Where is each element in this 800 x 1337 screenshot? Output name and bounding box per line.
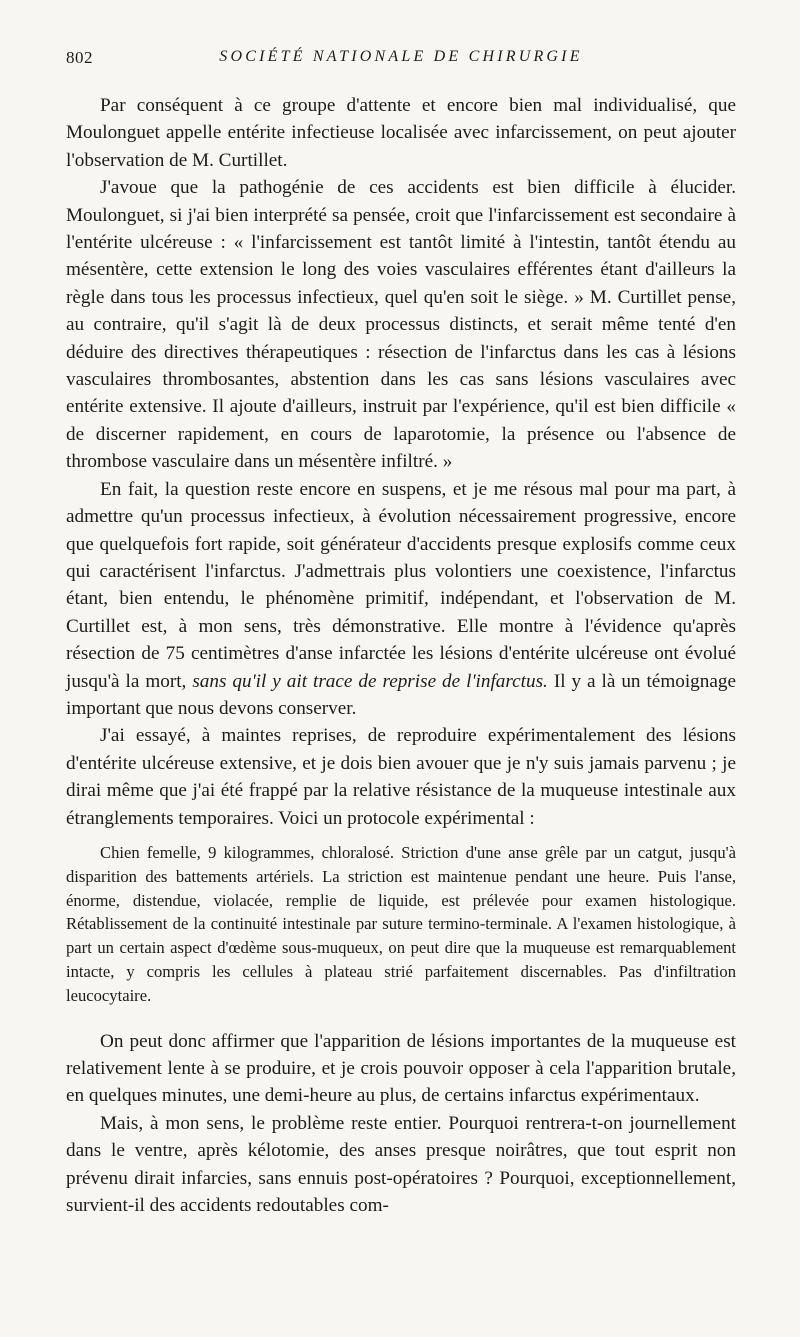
paragraph-6: Mais, à mon sens, le problème reste entier. Pourquoi rentrera-t-on journellement dans le ventre, après kélotomie, des anses presque noirâtres, que tout esprit non prévenu dirait infarcies, sans ennuis post-opératoires ? Pourquoi, exceptionnellement, survient-il des accidents redoutables com- [66, 1112, 736, 1216]
experimental-protocol [66, 841, 736, 1008]
body-text [66, 92, 736, 1219]
concluding-section [66, 1028, 736, 1220]
paragraph-5: On peut donc affirmer que l'apparition de lésions importantes de la muqueuse est relativement lente à se produire, et je crois pouvoir opposer à cela l'apparition brutale, en quelques minutes, une demi-heure au plus, de certains infarctus expérimentaux. [66, 1030, 736, 1107]
paragraph-3-text-after: Il y a là un témoignage important que nous devons conserver. [66, 670, 736, 719]
running-title: SOCIÉTÉ NATIONALE DE CHIRURGIE [219, 48, 583, 65]
page-number: 802 [66, 48, 93, 67]
paragraph-3-text-before: En fait, la question reste encore en suspens, et je me résous mal pour ma part, à admettre qu'un processus infectieux, à évolution nécessairement progressive, encore que quelquefois fort rapide, soit générateur d'accidents presque explosifs comme ceux qui caractérisent l'infarctus. J'admettrais plus volontiers une coexistence, l'infarctus étant, bien entendu, le phénomène primitif, indépendant, et l'observation de M. Curtillet est, à mon sens, très démonstrative. Elle montre à l'évidence qu'après résection de 75 centimètres d'anse infarctée les lésions d'entérite ulcéreuse ont évolué jusqu'à la mort, [66, 478, 736, 692]
page-header [66, 48, 736, 72]
paragraph-3 [66, 476, 736, 723]
paragraph-4: J'ai essayé, à maintes reprises, de reproduire expérimentalement des lésions d'entérite ulcéreuse extensive, et je dois bien avouer que je n'y suis jamais parvenu ; je dirai même que j'ai été frappé par la relative résistance de la muqueuse intestinale aux étranglements temporaires. Voici un protocole expérimental : [66, 725, 736, 829]
paragraph-2: J'avoue que la pathogénie de ces accidents est bien difficile à élucider. Moulonguet, si j'ai bien interprété sa pensée, croit que l'infarcissement est secondaire à l'entérite ulcéreuse : « l'infarcissement est tantôt limité à l'intestin, tantôt étendu au mésentère, cette extension le long des voies vasculaires efférentes étant d'ailleurs la règle dans tous les processus infectieux, quel qu'en soit le siège. » M. Curtillet pense, au contraire, qu'il s'agit là de deux processus distincts, et serait même tenté d'en déduire des directives thérapeutiques : résection de l'infarctus dans les cas à lésions vasculaires thrombosantes, abstention dans les cas sans lésions vasculaires avec entérite extensive. Il ajoute d'ailleurs, instruit par l'expérience, qu'il est bien difficile « de discerner rapidement, en cours de laparotomie, la présence ou l'absence de thrombose vasculaire dans un mésentère infiltré. » [66, 177, 736, 473]
paragraph-3-italic-phrase: sans qu'il y ait trace de reprise de l'infarctus. [192, 670, 548, 692]
paragraph-1: Par conséquent à ce groupe d'attente et encore bien mal individualisé, que Moulonguet appelle entérite infectieuse localisée avec infarcissement, on peut ajouter l'observation de M. Curtillet. [66, 95, 736, 171]
protocol-text: Chien femelle, 9 kilogrammes, chloralosé. Striction d'une anse grêle par un catgut, jusqu'à disparition des battements artériels. La striction est maintenue pendant une heure. Puis l'anse, énorme, distendue, violacée, remplie de liquide, est prélevée pour examen histologique. Rétablissement de la continuité intestinale par suture termino-terminale. A l'examen histologique, à part un certain aspect d'œdème sous-muqueux, on peut dire que la muqueuse est remarquablement intacte, y compris les cellules à plateau strié parfaitement discernables. Pas d'infiltration leucocytaire. [66, 842, 736, 1005]
